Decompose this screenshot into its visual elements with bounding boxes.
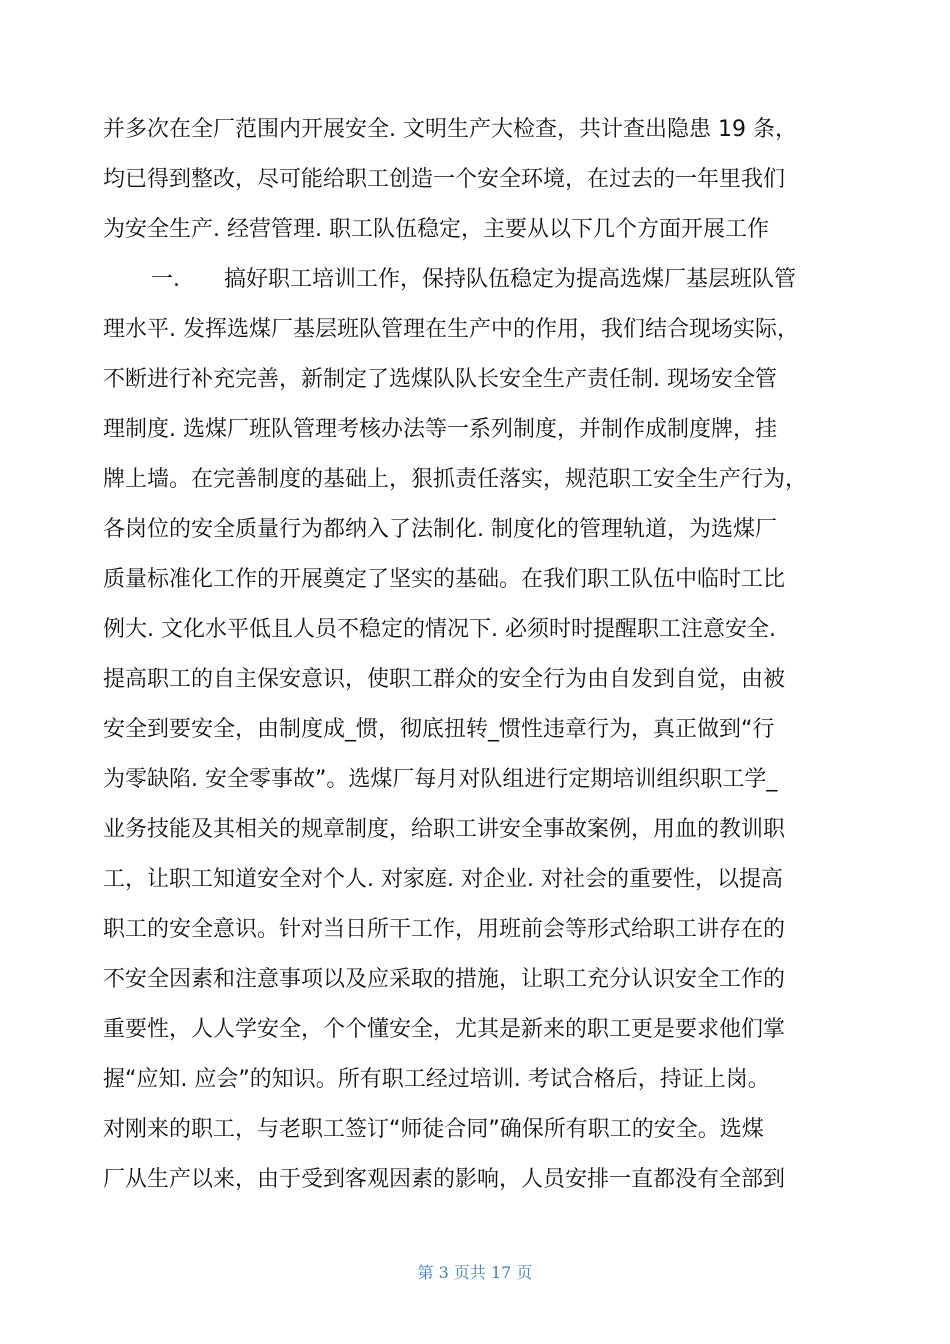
text-line: 业务技能及其相关的规章制度，给职工讲安全事故案例，用血的教训职 [103, 817, 786, 842]
text-line: 均已得到整改，尽可能给职工创造一个安全环境，在过去的一年里我们 [103, 167, 786, 192]
text-line: 厂从生产以来，由于受到客观因素的影响，人员安排一直都没有全部到 [103, 1167, 786, 1192]
text-line: 理制度. 选煤厂班队管理考核办法等一系列制度，并制作成制度牌，挂 [103, 417, 777, 442]
text-line: 对刚来的职工，与老职工签订“师徒合同”确保所有职工的安全。选煤 [103, 1117, 764, 1142]
text-line: 质量标准化工作的开展奠定了坚实的基础。在我们职工队伍中临时工比 [103, 567, 786, 592]
text-line: 安全到要安全，由制度成_惯，彻底扭转_惯性违章行为，真正做到“行 [103, 717, 775, 742]
text-line: 牌上墙。在完善制度的基础上，狠抓责任落实，规范职工安全生产行为， [103, 467, 808, 492]
text-line: 提高职工的自主保安意识，使职工群众的安全行为由自发到自觉，由被 [103, 667, 786, 692]
section-heading-line: 一. 搞好职工培训工作，保持队伍稳定为提高选煤厂基层班队管 [151, 267, 796, 292]
text-line: 重要性，人人学安全，个个懂安全，尤其是新来的职工更是要求他们掌 [103, 1017, 786, 1042]
text-line: 理水平. 发挥选煤厂基层班队管理在生产中的作用，我们结合现场实际， [103, 317, 799, 342]
text-line: 握“应知. 应会”的知识。所有职工经过培训. 考试合格后，持证上岗。 [103, 1067, 770, 1092]
text-line: 各岗位的安全质量行为都纳入了法制化. 制度化的管理轨道，为选煤厂 [103, 517, 777, 542]
text-line: 为安全生产. 经营管理. 职工队伍稳定，主要从以下几个方面开展工作 [103, 217, 769, 242]
text-line: 不断进行补充完善，新制定了选煤队队长安全生产责任制. 现场安全管 [103, 367, 777, 392]
text-line: 例大. 文化水平低且人员不稳定的情况下. 必须时时提醒职工注意安全. [103, 617, 776, 642]
text-line: 职工的安全意识。针对当日所干工作，用班前会等形式给职工讲存在的 [103, 917, 786, 942]
text-line: 并多次在全厂范围内开展安全. 文明生产大检查，共计查出隐患 19 条， [103, 117, 797, 142]
page-number-footer: 第 3 页共 17 页 [417, 1263, 533, 1282]
text-line: 工，让职工知道安全对个人. 对家庭. 对企业. 对社会的重要性，以提高 [103, 867, 783, 892]
text-line: 为零缺陷. 安全零事故”。选煤厂每月对队组进行定期培训组织职工学_ [103, 767, 778, 792]
text-line: 不安全因素和注意事项以及应采取的措施，让职工充分认识安全工作的 [103, 967, 786, 992]
